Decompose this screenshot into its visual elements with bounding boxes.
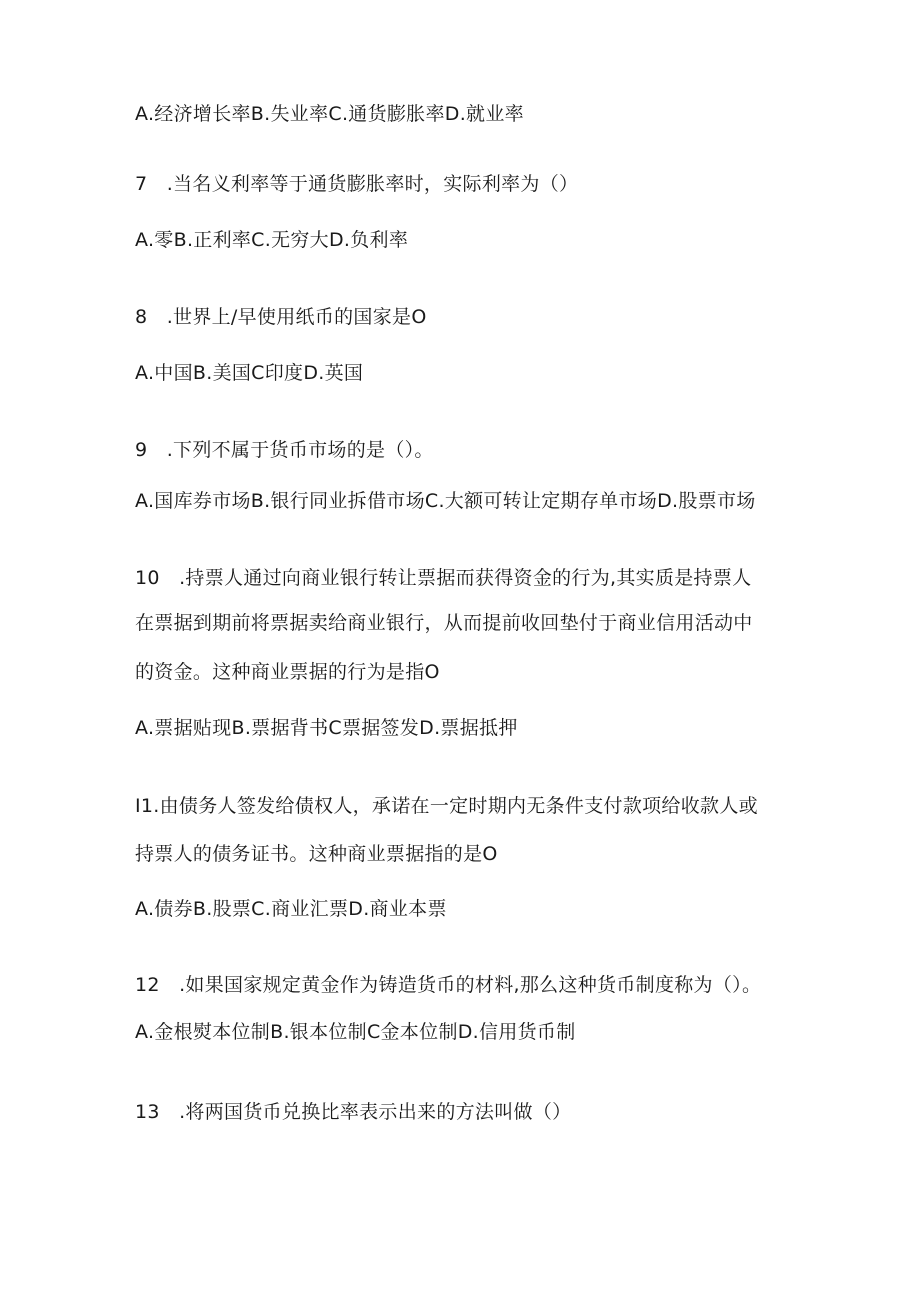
q10-question-line-3: 的资金。这种商业票据的行为是指O (135, 661, 440, 683)
q8-question: 8 .世界上/早使用纸币的国家是O (135, 306, 427, 328)
q10-options: A.票据贴现B.票据背书C票据签发D.票据抵押 (135, 717, 518, 739)
q11-question-line-1: I1.由债务人签发给债权人，承诺在一定时期内无条件支付款项给收款人或 (135, 795, 758, 817)
q9-question: 9 .下列不属于货币市场的是（）。 (135, 439, 434, 461)
q11-question-line-2: 持票人的债务证书。这种商业票据指的是O (135, 843, 498, 865)
q10-question-line-2: 在票据到期前将票据卖给商业银行，从而提前收回垫付于商业信用活动中 (135, 612, 753, 634)
q8-options: A.中国B.美国C印度D.英国 (135, 362, 364, 384)
q10-question-line-1: 10 .持票人通过向商业银行转让票据而获得资金的行为,其实质是持票人 (135, 567, 752, 589)
q6-options: A.经济增长率B.失业率C.通货膨胀率D.就业率 (135, 103, 524, 125)
q7-question: 7 .当名义利率等于通货膨胀率时，实际利率为（） (135, 173, 579, 195)
q12-question: 12 .如果国家规定黄金作为铸造货币的材料,那么这种货币制度称为（）。 (135, 974, 762, 996)
q13-question: 13 .将两国货币兑换比率表示出来的方法叫做（） (135, 1101, 572, 1123)
q7-options: A.零B.正利率C.无穷大D.负利率 (135, 229, 409, 251)
q11-options: A.债券B.股票C.商业汇票D.商业本票 (135, 898, 447, 920)
q12-options: A.金根熨本位制B.银本位制C金本位制D.信用货币制 (135, 1021, 576, 1043)
q9-options: A.国库券市场B.银行同业拆借市场C.大额可转让定期存单市场D.股票市场 (135, 490, 756, 512)
